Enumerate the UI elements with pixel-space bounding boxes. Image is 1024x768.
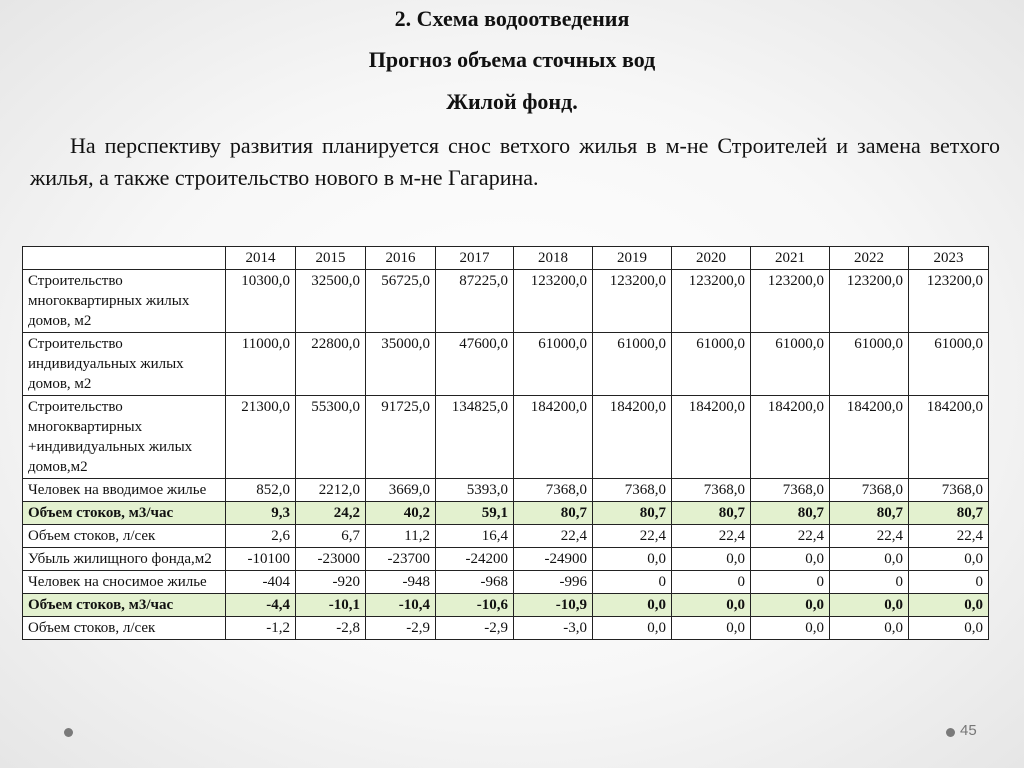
table-cell: -23000 — [296, 548, 366, 571]
year-header: 2016 — [366, 247, 436, 270]
bullet-dot-left — [64, 728, 73, 737]
table-cell: 11,2 — [366, 525, 436, 548]
table-cell: 61000,0 — [514, 333, 593, 396]
table-cell: 24,2 — [296, 502, 366, 525]
table-cell: 7368,0 — [830, 479, 909, 502]
table-cell: -24900 — [514, 548, 593, 571]
table-cell: 0,0 — [909, 548, 989, 571]
table-cell: -2,8 — [296, 617, 366, 640]
table-cell: -996 — [514, 571, 593, 594]
table-cell: 184200,0 — [514, 396, 593, 479]
table-cell: 123200,0 — [514, 270, 593, 333]
year-header: 2021 — [751, 247, 830, 270]
table-cell: 7368,0 — [751, 479, 830, 502]
table-cell: -3,0 — [514, 617, 593, 640]
row-label: Строительство многоквартирных жилых домов, м2 — [23, 270, 226, 333]
table-cell: 9,3 — [226, 502, 296, 525]
subsection-title: Жилой фонд. — [446, 89, 578, 114]
year-header: 2023 — [909, 247, 989, 270]
table-cell: 59,1 — [436, 502, 514, 525]
section-title: 2. Схема водоотведения — [394, 6, 630, 31]
table-cell: -1,2 — [226, 617, 296, 640]
table-cell: 0,0 — [593, 617, 672, 640]
table-cell: 184200,0 — [751, 396, 830, 479]
table-row — [23, 617, 989, 640]
table-cell: 61000,0 — [672, 333, 751, 396]
table-cell: 80,7 — [909, 502, 989, 525]
table-cell: -404 — [226, 571, 296, 594]
table-cell: 123200,0 — [909, 270, 989, 333]
table-cell: 40,2 — [366, 502, 436, 525]
table-cell: 0,0 — [830, 594, 909, 617]
table-cell: 61000,0 — [909, 333, 989, 396]
table-cell: 10300,0 — [226, 270, 296, 333]
page-number: 45 — [960, 722, 977, 739]
row-label: Объем стоков, м3/час — [23, 594, 226, 617]
table-row — [23, 525, 989, 548]
table-cell: 6,7 — [296, 525, 366, 548]
year-header: 2019 — [593, 247, 672, 270]
table-cell: 32500,0 — [296, 270, 366, 333]
table-cell: -2,9 — [366, 617, 436, 640]
table-body — [23, 270, 989, 640]
table-cell: 47600,0 — [436, 333, 514, 396]
table-cell: 184200,0 — [909, 396, 989, 479]
table-cell: 184200,0 — [830, 396, 909, 479]
table-cell: -10,1 — [296, 594, 366, 617]
table-cell: 123200,0 — [593, 270, 672, 333]
row-label: Объем стоков, л/сек — [23, 617, 226, 640]
row-label: Человек на сносимое жилье — [23, 571, 226, 594]
table-row — [23, 270, 989, 333]
table-cell: -2,9 — [436, 617, 514, 640]
year-header: 2015 — [296, 247, 366, 270]
table-cell: 0,0 — [672, 594, 751, 617]
table-cell: -23700 — [366, 548, 436, 571]
table-cell: 21300,0 — [226, 396, 296, 479]
table-cell: 56725,0 — [366, 270, 436, 333]
table-cell: -920 — [296, 571, 366, 594]
table-cell: 22,4 — [751, 525, 830, 548]
year-header: 2014 — [226, 247, 296, 270]
table-cell: 61000,0 — [593, 333, 672, 396]
table-cell: 91725,0 — [366, 396, 436, 479]
table-cell: 0,0 — [830, 548, 909, 571]
table-cell: 35000,0 — [366, 333, 436, 396]
table-cell: 22,4 — [593, 525, 672, 548]
row-label: Строительство многоквартирных +индивидуальных жилых домов,м2 — [23, 396, 226, 479]
table-cell: 0,0 — [751, 617, 830, 640]
table-cell: 7368,0 — [672, 479, 751, 502]
table-cell: 0,0 — [751, 548, 830, 571]
table-cell: 0 — [909, 571, 989, 594]
table-cell: 852,0 — [226, 479, 296, 502]
slide-subtitle: Прогноз объема сточных вод — [368, 47, 656, 72]
table-cell: 22800,0 — [296, 333, 366, 396]
table-cell: 80,7 — [672, 502, 751, 525]
forecast-table — [22, 246, 989, 640]
table-cell: -948 — [366, 571, 436, 594]
table-cell: -24200 — [436, 548, 514, 571]
table-cell: 0 — [830, 571, 909, 594]
table-cell: 0,0 — [909, 594, 989, 617]
table-cell: 22,4 — [672, 525, 751, 548]
table-cell: -10,4 — [366, 594, 436, 617]
table-cell: 61000,0 — [751, 333, 830, 396]
table-cell: 2,6 — [226, 525, 296, 548]
table-cell: 123200,0 — [672, 270, 751, 333]
description-paragraph: На перспективу развития планируется снос ветхого жилья в м-не Строителей и замена ветхого жилья, а также строительство нового в м-не Гагарина. — [30, 133, 1000, 190]
table-cell: 134825,0 — [436, 396, 514, 479]
year-header: 2022 — [830, 247, 909, 270]
table-cell: 184200,0 — [593, 396, 672, 479]
table-header-row — [23, 247, 989, 270]
table-cell: 2212,0 — [296, 479, 366, 502]
table-cell: 16,4 — [436, 525, 514, 548]
table-row — [23, 594, 989, 617]
table-cell: 7368,0 — [909, 479, 989, 502]
table-cell: 22,4 — [830, 525, 909, 548]
year-header: 2020 — [672, 247, 751, 270]
table-cell: 0,0 — [593, 594, 672, 617]
table-cell: 7368,0 — [593, 479, 672, 502]
row-label: Человек на вводимое жилье — [23, 479, 226, 502]
table-cell: 0,0 — [751, 594, 830, 617]
table-cell: 87225,0 — [436, 270, 514, 333]
table-row — [23, 479, 989, 502]
table-cell: -968 — [436, 571, 514, 594]
row-label: Убыль жилищного фонда,м2 — [23, 548, 226, 571]
table-cell: 0,0 — [909, 617, 989, 640]
table-cell: -4,4 — [226, 594, 296, 617]
table-cell: 80,7 — [830, 502, 909, 525]
table-row — [23, 571, 989, 594]
row-label: Объем стоков, м3/час — [23, 502, 226, 525]
table-cell: 123200,0 — [830, 270, 909, 333]
table-cell: 0 — [593, 571, 672, 594]
table-cell: 3669,0 — [366, 479, 436, 502]
table-cell: 55300,0 — [296, 396, 366, 479]
table-cell: 5393,0 — [436, 479, 514, 502]
table-cell: 0 — [751, 571, 830, 594]
table-cell: 7368,0 — [514, 479, 593, 502]
table-cell: 0,0 — [593, 548, 672, 571]
table-cell: 80,7 — [593, 502, 672, 525]
year-header: 2017 — [436, 247, 514, 270]
table-cell: -10100 — [226, 548, 296, 571]
table-cell: -10,6 — [436, 594, 514, 617]
row-label: Строительство индивидуальных жилых домов, м2 — [23, 333, 226, 396]
table-cell: 61000,0 — [830, 333, 909, 396]
table-cell: 0,0 — [672, 617, 751, 640]
table-corner-cell — [23, 247, 226, 270]
table-cell: 80,7 — [751, 502, 830, 525]
table-cell: 0 — [672, 571, 751, 594]
table-cell: 0,0 — [672, 548, 751, 571]
table-cell: 0,0 — [830, 617, 909, 640]
table-cell: -10,9 — [514, 594, 593, 617]
year-header: 2018 — [514, 247, 593, 270]
row-label: Объем стоков, л/сек — [23, 525, 226, 548]
bullet-dot-right — [946, 728, 955, 737]
table-row — [23, 502, 989, 525]
table-cell: 22,4 — [514, 525, 593, 548]
table-row — [23, 396, 989, 479]
table-cell: 184200,0 — [672, 396, 751, 479]
table-row — [23, 548, 989, 571]
table-cell: 11000,0 — [226, 333, 296, 396]
table-cell: 80,7 — [514, 502, 593, 525]
table-cell: 22,4 — [909, 525, 989, 548]
table-row — [23, 333, 989, 396]
table-cell: 123200,0 — [751, 270, 830, 333]
